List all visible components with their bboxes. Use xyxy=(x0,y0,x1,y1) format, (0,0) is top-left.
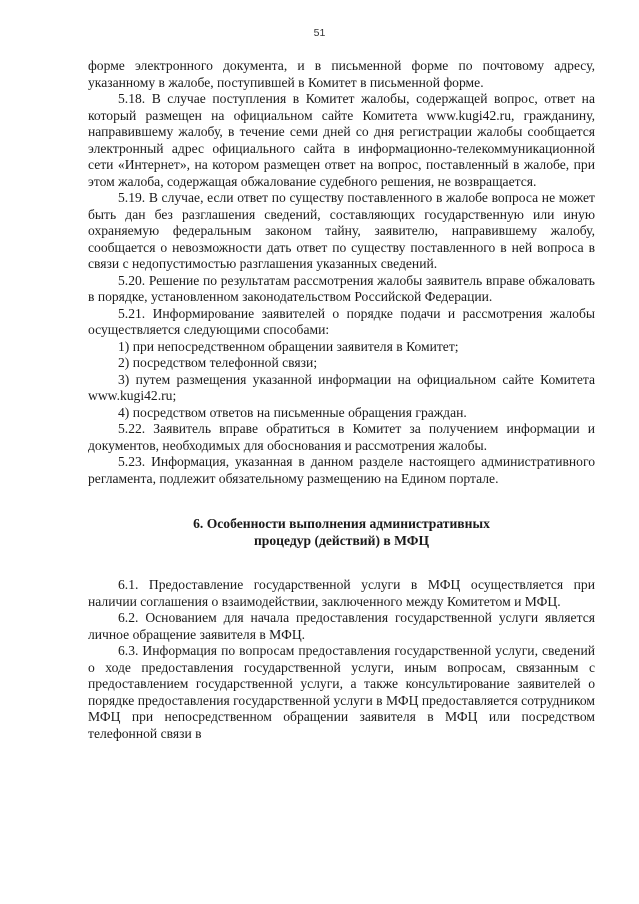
list-item-2: 2) посредством телефонной связи; xyxy=(118,355,318,370)
page-number: 51 xyxy=(313,27,326,39)
paragraph-5-18: 5.18. В случае поступления в Комитет жалобы, содержащей вопрос, ответ на который размещен на официальном сайте Комитета www.kugi42.ru, гражданину, направившему жалобу, в течение семи дней со дня регистрации жалобы сообщается электронный адрес официального сайта в информационно-телекоммуникационной сети «Интернет», на котором размещен ответ на вопрос, поставленный в жалобе, при этом жалоба, содержащая обжалование судебного решения, не возвращается. xyxy=(88,91,595,189)
paragraph-6-3: 6.3. Информация по вопросам предоставления государственной услуги, сведений о ходе предоставления государственной услуги, иным вопросам, связанным с предоставлением государственной услуги, а также консультирование заявителей о порядке предоставления государственной услуги в МФЦ предоставляется сотрудником МФЦ при непосредственном обращении заявителя в МФЦ или посредством телефонной связи в xyxy=(88,643,595,741)
paragraph-5-21: 5.21. Информирование заявителей о порядке подачи и рассмотрения жалобы осуществляется следующими способами: xyxy=(88,305,595,337)
section-heading xyxy=(88,516,595,549)
section-heading-line-2: процедур (действий) в МФЦ xyxy=(253,532,430,548)
paragraph-5-23: 5.23. Информация, указанная в данном разделе настоящего административного регламента, подлежит обязательному размещению на Едином портале. xyxy=(88,454,595,486)
paragraph-6-2: 6.2. Основанием для начала предоставления государственной услуги является личное обращение заявителя в МФЦ. xyxy=(88,610,595,642)
paragraph-6-1: 6.1. Предоставление государственной услуги в МФЦ осуществляется при наличии соглашения о взаимодействии, заключенного между Комитетом и МФЦ. xyxy=(88,577,595,609)
list-item-4: 4) посредством ответов на письменные обращения граждан. xyxy=(118,404,467,420)
paragraph-continuation: форме электронного документа, и в письменной форме по почтовому адресу, указанному в жалобе, поступившей в Комитет в письменной форме. xyxy=(88,58,595,90)
page-body xyxy=(88,58,595,742)
paragraph-5-19: 5.19. В случае, если ответ по существу поставленного в жалобе вопроса не может быть дан без разглашения сведений, составляющих государственную или иную охраняемую федеральным законом тайну, заявителю, направившему жалобу, сообщается о невозможности дать ответ по существу поставленного в ней вопроса в связи с недопустимостью разглашения указанных сведений. xyxy=(88,190,595,271)
section-heading-line-1: 6. Особенности выполнения административных xyxy=(193,516,490,531)
paragraph-5-22: 5.22. Заявитель вправе обратиться в Комитет за получением информации и документов, необходимых для обоснования и рассмотрения жалобы. xyxy=(88,421,595,453)
list-item-3: 3) путем размещения указанной информации на официальном сайте Комитета www.kugi42.ru; xyxy=(88,371,595,403)
paragraph-5-20: 5.20. Решение по результатам рассмотрения жалобы заявитель вправе обжаловать в порядке, установленном законодательством Российской Федерации. xyxy=(88,272,595,304)
list-item-1: 1) при непосредственном обращении заявителя в Комитет; xyxy=(118,338,459,354)
